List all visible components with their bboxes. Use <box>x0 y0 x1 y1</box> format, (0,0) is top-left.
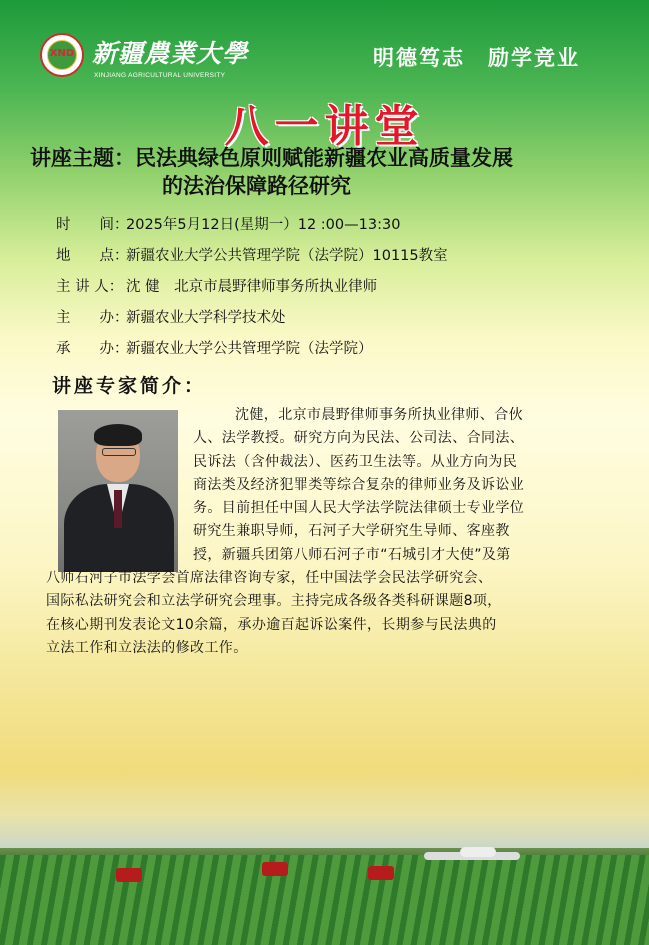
info-row-location <box>56 244 636 275</box>
bio-line: 研究生兼职导师，石河子大学研究生导师、客座教 <box>193 523 510 540</box>
info-label: 时 间： <box>56 217 129 233</box>
bio-line: 沈健，北京市晨野律师事务所执业律师、合伙 <box>235 407 523 423</box>
bio-line: 商法类及经济犯罪类等综合复杂的律师业务及诉讼业 <box>193 476 525 493</box>
bio-line: 务。目前担任中国人民大学法学院法律硕士专业学位 <box>193 500 525 517</box>
university-name-en: XINJIANG AGRICULTURAL UNIVERSITY <box>94 72 226 79</box>
event-info <box>56 213 636 368</box>
farmland-image <box>0 855 649 945</box>
university-motto: 明德笃志 励学竞业 <box>373 45 580 70</box>
tractor-icon <box>116 868 142 882</box>
topic-line-1: 讲座主题：民法典绿色原则赋能新疆农业高质量发展 <box>30 146 513 170</box>
photo-hair <box>94 424 142 446</box>
info-label: 承 办： <box>56 341 129 357</box>
logo-mark: XND <box>49 48 75 59</box>
bio-line: 在核心期刊发表论文10余篇，承办逾百起诉讼案件，长期参与民法典的 <box>46 616 497 633</box>
event-title: 八一讲堂 <box>224 101 425 152</box>
info-label: 地 点： <box>56 248 129 264</box>
airplane-icon <box>460 847 496 857</box>
info-row-time <box>56 213 636 244</box>
bio-line: 立法工作和立法法的修改工作。 <box>46 639 248 656</box>
photo-tie <box>114 490 122 528</box>
info-row-organizer <box>56 337 636 368</box>
info-row-speaker <box>56 275 636 306</box>
info-value: 沈 健 北京市晨野律师事务所执业律师 <box>126 279 378 295</box>
info-value: 新疆农业大学公共管理学院（法学院）10115教室 <box>126 248 448 264</box>
speaker-intro-heading: 讲座专家简介： <box>52 375 207 397</box>
speaker-photo <box>58 410 178 572</box>
bio-line: 人、法学教授。研究方向为民法、公司法、合同法、 <box>193 430 525 447</box>
info-value: 新疆农业大学科学技术处 <box>126 310 286 326</box>
info-row-host <box>56 306 636 337</box>
speaker-bio-full <box>46 567 586 660</box>
tractor-icon <box>368 866 394 880</box>
bio-line: 授，新疆兵团第八师石河子市“石城引才大使”及第 <box>193 546 511 563</box>
photo-glasses <box>102 448 136 456</box>
speaker-bio-wrapped <box>193 404 583 567</box>
info-value: 新疆农业大学公共管理学院（法学院） <box>126 341 373 357</box>
bio-line: 八师石河子市法学会首席法律咨询专家，任中国法学会民法学研究会、 <box>46 570 493 586</box>
university-logo <box>40 33 84 77</box>
bio-line: 国际私法研究会和立法学研究会理事。主持完成各级各类科研课题8项， <box>46 593 502 610</box>
info-label: 主 办： <box>56 310 129 326</box>
info-label: 主 讲 人： <box>56 279 124 295</box>
tractor-icon <box>262 862 288 876</box>
bio-line: 民诉法（含仲裁法）、医药卫生法等。从业方向为民 <box>193 453 518 470</box>
info-value: 2025年5月12日(星期一）12 :00—13:30 <box>126 217 401 233</box>
university-name-cn: 新疆農業大學 <box>92 39 249 68</box>
topic-line-2: 的法治保障路径研究 <box>162 174 351 198</box>
lecture-topic <box>30 144 640 200</box>
